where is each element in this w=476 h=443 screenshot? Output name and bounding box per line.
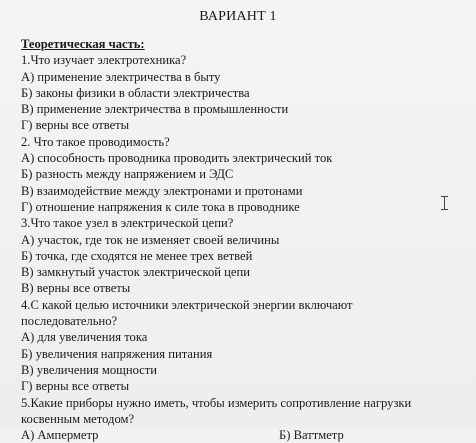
question-2: 2. Что такое проводимость? — [21, 134, 170, 149]
question-4: 4.С какой целью источники электрической энергии включают — [21, 297, 353, 312]
answer-4d: Г) верны все ответы — [21, 379, 130, 394]
answer-1d: Г) верны все ответы — [21, 118, 130, 133]
answer-4a: А) для увеличения тока — [21, 330, 148, 345]
question-1: 1.Что изучает электротехника? — [21, 53, 187, 68]
answer-3b: Б) точка, где сходятся не менее трех ветвей — [21, 248, 253, 263]
answer-2a: А) способность проводника проводить электрический ток — [21, 151, 333, 166]
answer-1b: Б) законы физики в области электричества — [21, 85, 250, 100]
answer-2d: Г) отношение напряжения к силе тока в проводнике — [21, 199, 300, 214]
answer-5b: Б) Ваттметр — [279, 428, 344, 443]
document-body — [21, 36, 473, 443]
answer-3a: А) участок, где ток не изменяет своей величины — [21, 232, 280, 247]
answer-3c: В) замкнутый участок электрической цепи — [21, 265, 250, 280]
answer-3d: В) верны все ответы — [21, 281, 131, 296]
answer-row-5 — [21, 427, 473, 443]
answer-4c: В) увеличения мощности — [21, 362, 158, 377]
answer-2b: Б) разность между напряжением и ЭДС — [21, 167, 234, 182]
document-title: ВАРИАНТ 1 — [199, 9, 277, 24]
question-4-cont: последовательно? — [21, 314, 118, 329]
question-5: 5.Какие приборы нужно иметь, чтобы измерить сопротивление нагрузки — [21, 395, 412, 410]
answer-1c: В) применение электричества в промышленности — [21, 102, 289, 117]
answer-2c: В) взаимодействие между электронами и протонами — [21, 183, 303, 198]
answer-4b: Б) увеличения напряжения питания — [21, 346, 213, 361]
question-5-cont: косвенным методом? — [21, 411, 135, 426]
answer-1a: А) применение электричества в быту — [21, 69, 221, 84]
question-3: 3.Что такое узел в электрической цепи? — [21, 216, 234, 231]
section-title: Теоретическая часть: — [21, 37, 145, 51]
answer-5a: А) Амперметр — [21, 428, 99, 443]
text-cursor-icon — [440, 196, 449, 210]
